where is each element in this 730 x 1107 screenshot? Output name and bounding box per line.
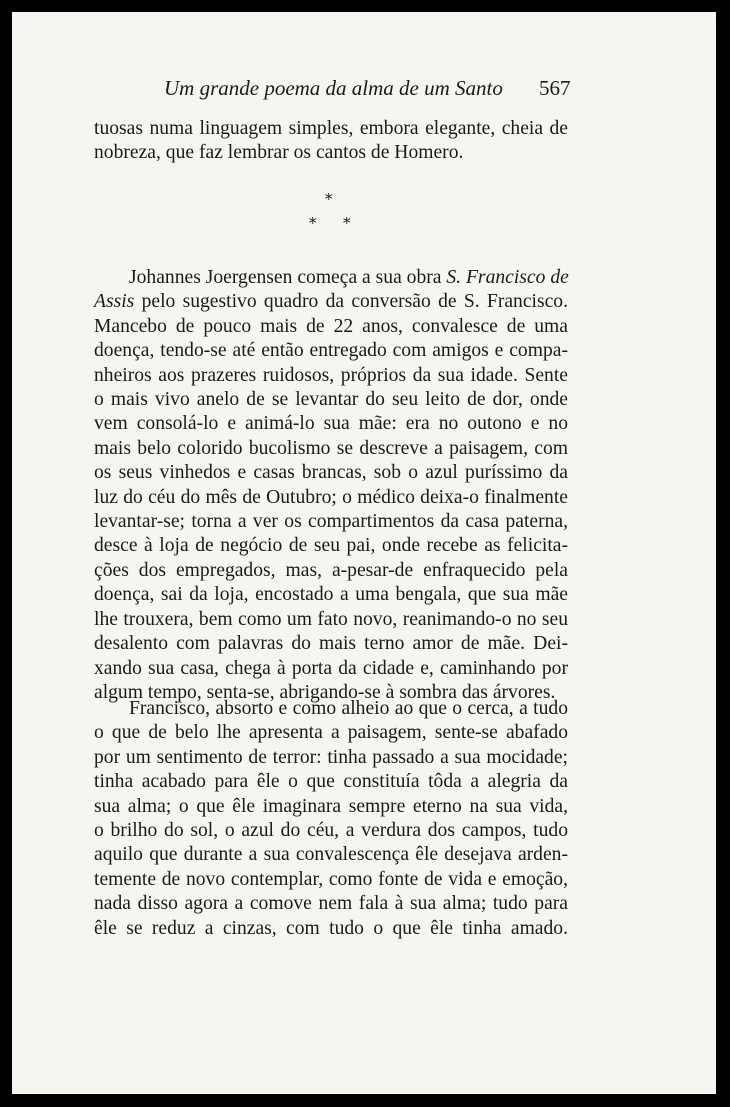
text-line: desce à loja de negócio de seu pai, onde recebe as felicita- [94,535,568,557]
text-line: ções dos empregados, mas, a-pesar-de enfraquecido pela [94,559,568,581]
page-header [12,76,716,104]
text-line: o mais vivo anelo de se levantar do seu leito de dor, onde [94,389,568,411]
text-line: doença, tendo-se até então entregado com amigos e compa- [94,340,568,362]
text-line: vem consolá-lo e animá-lo sua mãe: era no outono e no [94,413,568,435]
text-line: algum tempo, senta-se, abrigando-se à sombra das árvores. [94,681,556,703]
running-title: Um grande poema da alma de um Santo [164,76,503,100]
book-title-italic: S. Francisco de [446,267,569,288]
text-line: Mancebo de pouco mais de 22 anos, convalesce de uma [94,315,568,337]
paragraph-francisco [94,697,568,941]
text-line: nobreza, que faz lembrar os cantos de Homero. [94,142,464,164]
text-line: aquilo que durante a sua convalescença êle desejava arden- [94,844,568,866]
book-title-italic: Assis [94,291,135,313]
text-line: mais belo colorido bucolismo se descreve a paisagem, com [94,437,568,459]
text-run: pelo sugestivo quadro da conversão de S. Francisco. [134,291,568,313]
asterisk-ornament: * [309,214,317,232]
asterisk-ornament: * [325,190,333,208]
text-line: nheiros aos prazeres ruidosos, próprios da sua idade. Sente [94,364,568,386]
text-run: Johannes Joergensen começa a sua obra [129,267,447,288]
text-line: temente de novo contemplar, como fonte de vida e emoção, [94,868,568,890]
text-line: desalento com palavras do mais terno amor de mãe. Dei- [94,633,568,655]
text-line: doença, sai da loja, encostado a uma bengala, que sua mãe [94,584,568,606]
asterisk-ornament: * [343,214,351,232]
text-line [94,290,568,314]
book-page [12,12,716,1094]
text-line: por um sentimento de terror: tinha passado a sua mocidade; [94,746,568,768]
text-line: êle se reduz a cinzas, com tudo o que êle tinha amado. [94,917,568,939]
text-line: luz do céu do mês de Outubro; o médico deixa-o finalmente [94,486,568,508]
text-line: o brilho do sol, o azul do céu, a verdura dos campos, tudo [94,820,568,842]
page-number: 567 [539,76,571,100]
text-line: xando sua casa, chega à porta da cidade e, caminhando por [94,657,568,679]
text-line: tinha acabado para êle o que constituía tôda a alegria da [94,771,568,793]
section-separator [12,190,716,240]
paragraph-conversion [94,266,568,705]
text-line: o que de belo lhe apresenta a paisagem, sente-se abafado [94,722,568,744]
text-line: tuosas numa linguagem simples, embora elegante, cheia de [94,118,568,139]
paragraph-continuation [94,117,568,166]
text-line: os seus vinhedos e casas brancas, sob o azul puríssimo da [94,462,568,484]
text-line [94,266,568,290]
text-line: sua alma; o que êle imaginara sempre eterno na sua vida, [94,795,568,817]
text-line: levantar-se; torna a ver os compartimentos da casa paterna, [94,511,568,533]
text-line: lhe trouxera, bem como um fato novo, reanimando-o no seu [94,608,568,630]
text-line: Francisco, absorto e como alheio ao que o cerca, a tudo [129,698,568,719]
text-line: nada disso agora a comove nem fala à sua alma; tudo para [94,893,568,915]
